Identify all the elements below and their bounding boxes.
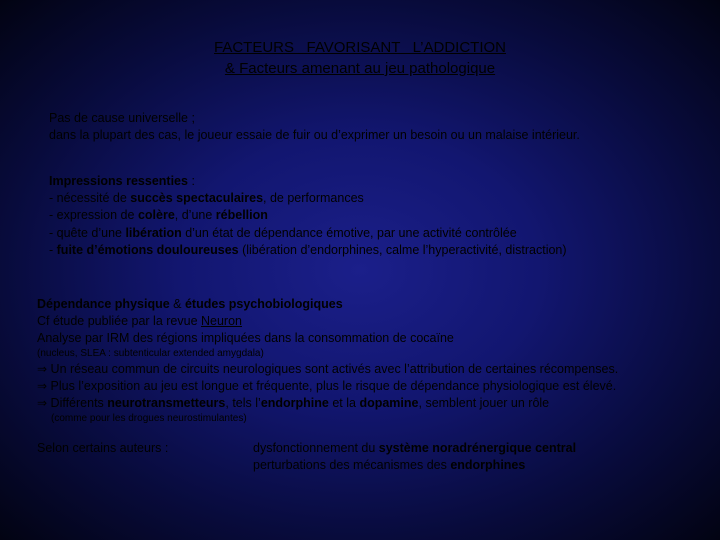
neuron-link[interactable]: Neuron [201,314,242,328]
mri-analysis: Analyse par IRM des régions impliquées dans la consommation de cocaïne [37,331,454,345]
heading-part: études psychobiologiques [184,297,343,311]
point-3 [37,395,618,412]
finding-emphasis: système noradrénergique central [378,441,577,455]
reference-text: Cf étude publiée par la revue [37,314,201,328]
impressions-heading: Impressions ressenties [49,174,188,188]
item-text: - [49,242,57,257]
point-emphasis: endorphine [260,396,329,410]
item-text: , d’une [174,208,216,223]
journal-reference [37,313,618,330]
item-emphasis: colère [137,208,175,223]
item-emphasis: succès spectaculaires [130,191,264,206]
item-text: - nécessité de [49,191,131,206]
point-text: Un réseau commun de circuits neurologiques sont activés avec l’attribution de certaines récompenses. [47,362,619,376]
implies-arrow-icon: ⇒ [37,379,48,393]
physique-section [37,296,618,426]
intro-line-1: Pas de cause universelle ; [49,111,195,125]
item-emphasis: fuite d’émotions douloureuses [56,242,239,257]
point-emphasis: neurotransmetteurs [107,396,226,410]
title-line-1: FACTEURS FAVORISANT L’ADDICTION [214,39,506,56]
point-text: , semblent jouer un rôle [418,396,550,410]
item-emphasis: rébellion [215,208,268,223]
item-emphasis: libération [125,225,182,240]
impressions-heading-suffix: : [187,174,195,188]
item-text: - expression de [49,208,138,223]
point-text: et la [328,396,360,410]
intro-line-2: dans la plupart des cas, le joueur essaie de fuir ou d’exprimer un besoin ou un malaise intérieur. [49,128,580,142]
title-line-2: & Facteurs amenant au jeu pathologique [224,60,496,77]
finding-text: perturbations des mécanismes des [253,458,451,472]
heading-part: & [169,297,185,311]
finding-1 [253,440,576,457]
point-text: Différents [47,396,108,410]
implies-arrow-icon: ⇒ [37,362,48,376]
impressions-item [49,242,567,259]
item-text: (libération d’endorphines, calme l’hyperactivité, distraction) [238,242,567,257]
item-text: d’un état de dépendance émotive, par une activité contrôlée [181,225,517,240]
physique-heading [37,296,618,313]
impressions-item [49,207,567,224]
point-2 [37,378,618,395]
intro-paragraph [49,110,580,144]
slide-title [0,37,720,79]
impressions-item [49,190,567,207]
drug-note: (comme pour les drogues neurostimulantes) [51,413,247,424]
impressions-item [49,225,567,242]
impressions-section [49,173,567,259]
point-text: , tels l’ [225,396,261,410]
implies-arrow-icon: ⇒ [37,396,48,410]
item-text: , de performances [263,191,364,206]
anatomy-note: (nucleus, SLEA : subtenticular extended amygdala) [37,348,264,359]
heading-part: Dépendance physique [37,297,170,311]
item-text: - quête d’une [49,225,126,240]
point-emphasis: dopamine [359,396,419,410]
finding-emphasis: endorphines [450,458,526,472]
authors-label: Selon certains auteurs : [37,441,169,455]
point-text: Plus l’exposition au jeu est longue et fréquente, plus le risque de dépendance physiologique est élevé. [47,379,617,393]
point-1 [37,361,618,378]
finding-text: dysfonctionnement du [253,441,379,455]
finding-2 [253,457,576,474]
impressions-heading-line [49,173,567,190]
authors-findings [253,440,576,474]
